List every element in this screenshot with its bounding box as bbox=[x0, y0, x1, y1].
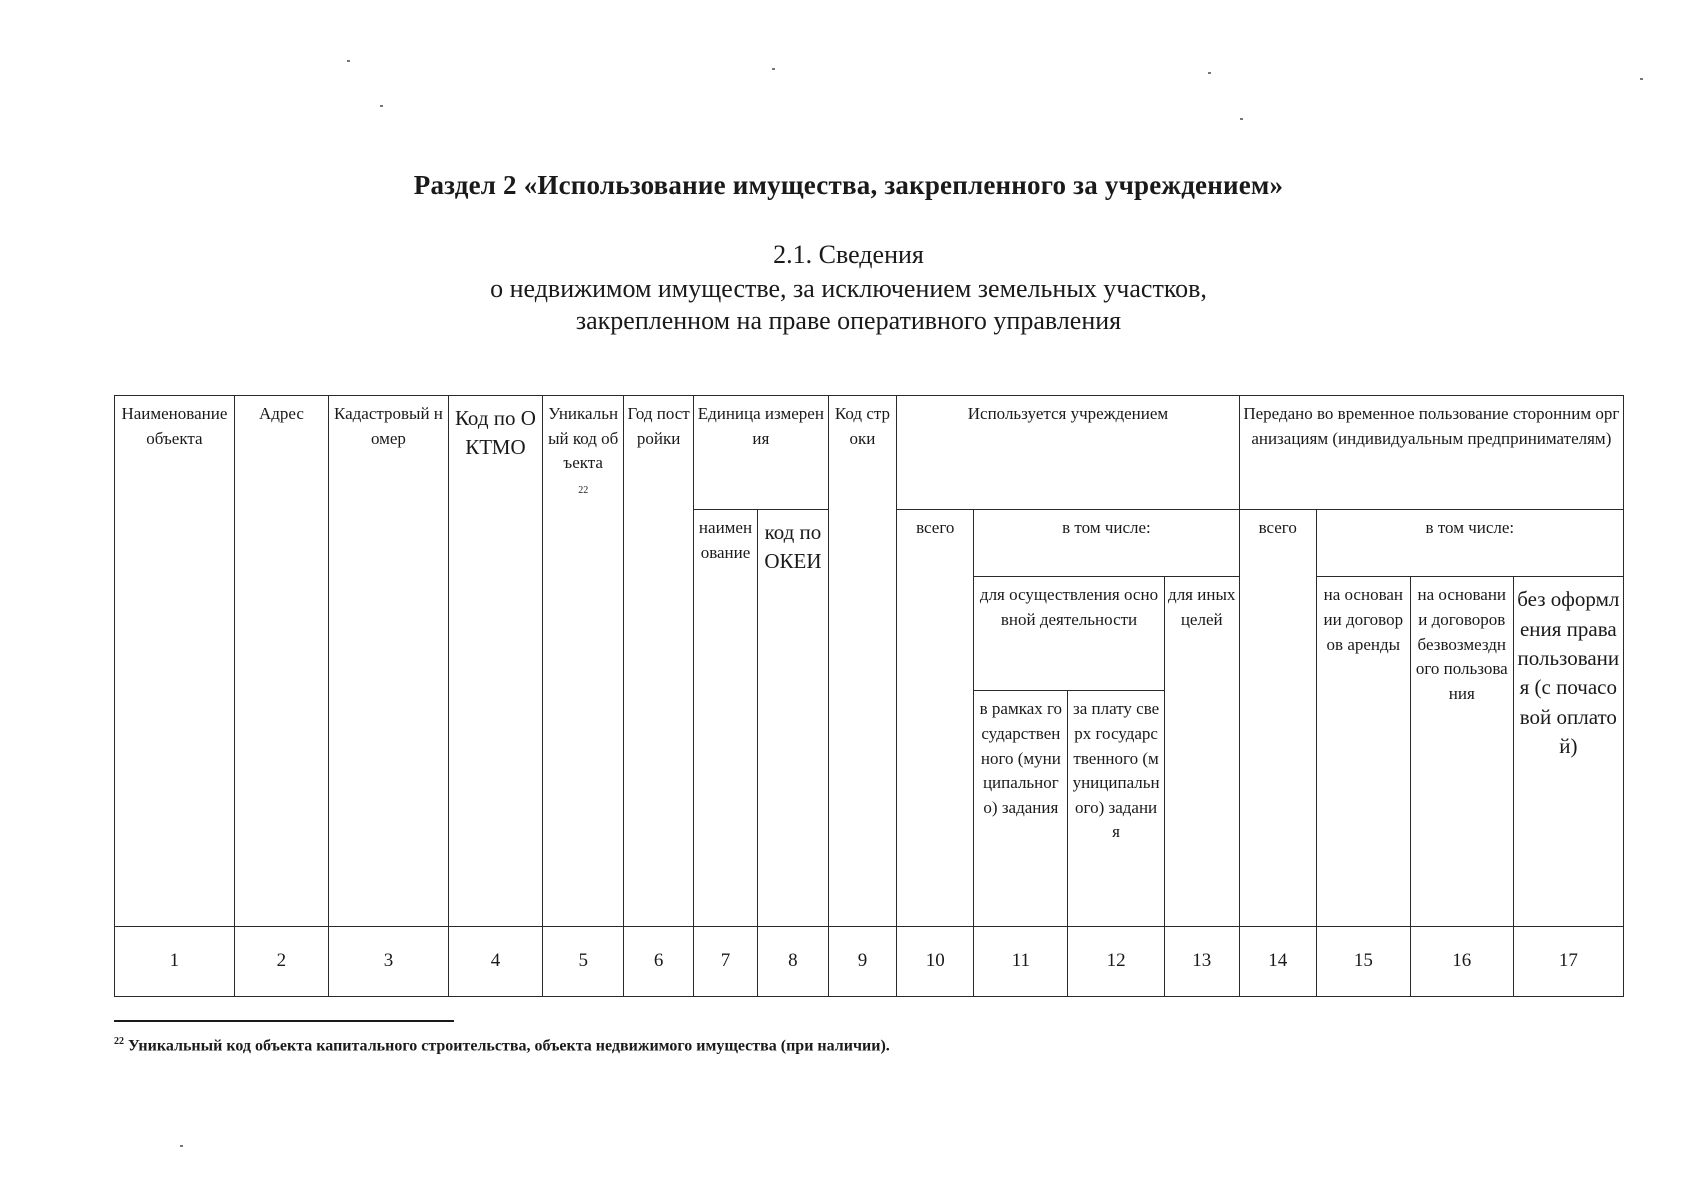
column-number: 9 bbox=[828, 926, 896, 997]
footnote-marker: 22 bbox=[114, 1036, 124, 1047]
column-numbers-row bbox=[115, 926, 1624, 997]
header-used-incl: в том числе: bbox=[974, 509, 1239, 576]
header-name: Наименование объекта bbox=[115, 396, 235, 927]
header-address: Адрес bbox=[234, 396, 328, 927]
column-number: 10 bbox=[897, 926, 974, 997]
scan-speck bbox=[180, 1145, 183, 1147]
column-number: 14 bbox=[1239, 926, 1316, 997]
column-number: 16 bbox=[1410, 926, 1513, 997]
column-number: 8 bbox=[758, 926, 829, 997]
header-unit-name: наименование bbox=[693, 509, 757, 926]
column-number: 17 bbox=[1513, 926, 1623, 997]
column-number: 3 bbox=[329, 926, 449, 997]
header-used-other: для иных целей bbox=[1164, 577, 1239, 926]
header-trans-total: всего bbox=[1239, 509, 1316, 926]
subtitle-line-2: о недвижимом имуществе, за исключением земельных участков, bbox=[490, 274, 1207, 303]
scan-speck bbox=[1240, 118, 1243, 120]
header-transferred: Передано во временное пользование сторонним организациям (индивидуальным предпринимателям) bbox=[1239, 396, 1623, 510]
column-number: 4 bbox=[448, 926, 542, 997]
header-unit: Единица измерения bbox=[693, 396, 828, 510]
subtitle-line-3: закрепленном на праве оперативного управления bbox=[575, 306, 1122, 335]
column-number: 7 bbox=[693, 926, 757, 997]
header-cadastral: Кадастровый номер bbox=[329, 396, 449, 927]
header-trans-noformal: без оформления права пользования (с почасовой оплатой) bbox=[1513, 577, 1623, 926]
footnote bbox=[114, 1036, 890, 1055]
column-number: 13 bbox=[1164, 926, 1239, 997]
header-used-state: в рамках государственного (муниципального) задания bbox=[974, 691, 1068, 926]
footnote-separator bbox=[114, 1020, 454, 1022]
header-used-fee: за плату сверх государственного (муниципального) задания bbox=[1068, 691, 1164, 926]
column-number: 1 bbox=[115, 926, 235, 997]
column-number: 11 bbox=[974, 926, 1068, 997]
header-unique-code bbox=[543, 396, 624, 927]
header-unit-okei: код по ОКЕИ bbox=[758, 509, 829, 926]
header-used-total: всего bbox=[897, 509, 974, 926]
scan-speck bbox=[347, 60, 350, 62]
column-number: 15 bbox=[1316, 926, 1410, 997]
header-unique-code-label: Уникальный код объекта bbox=[548, 404, 619, 473]
header-row-1 bbox=[115, 396, 1624, 510]
scan-speck bbox=[772, 68, 775, 70]
column-number: 12 bbox=[1068, 926, 1164, 997]
header-trans-incl: в том числе: bbox=[1316, 509, 1623, 576]
header-line-code: Код строки bbox=[828, 396, 896, 927]
footnote-ref: 22 bbox=[578, 484, 589, 496]
scan-speck bbox=[1640, 78, 1643, 80]
header-trans-free: на основании договоров безвозмездного пользования bbox=[1410, 577, 1513, 926]
column-number: 2 bbox=[234, 926, 328, 997]
header-used-main: для осуществления основной деятельности bbox=[974, 577, 1164, 691]
scan-speck bbox=[380, 105, 383, 107]
scan-speck bbox=[1208, 72, 1211, 74]
section-title: Раздел 2 «Использование имущества, закрепленного за учреждением» bbox=[413, 170, 1284, 200]
column-number: 5 bbox=[543, 926, 624, 997]
property-table bbox=[114, 395, 1624, 997]
header-used: Используется учреждением bbox=[897, 396, 1239, 510]
column-number: 6 bbox=[624, 926, 694, 997]
header-oktmo: Код по ОКТМО bbox=[448, 396, 542, 927]
footnote-text: Уникальный код объекта капитального строительства, объекта недвижимого имущества (при наличии). bbox=[128, 1037, 890, 1055]
subtitle-line-1: 2.1. Сведения bbox=[773, 240, 924, 269]
header-trans-lease: на основании договоров аренды bbox=[1316, 577, 1410, 926]
header-year: Год постройки bbox=[624, 396, 694, 927]
